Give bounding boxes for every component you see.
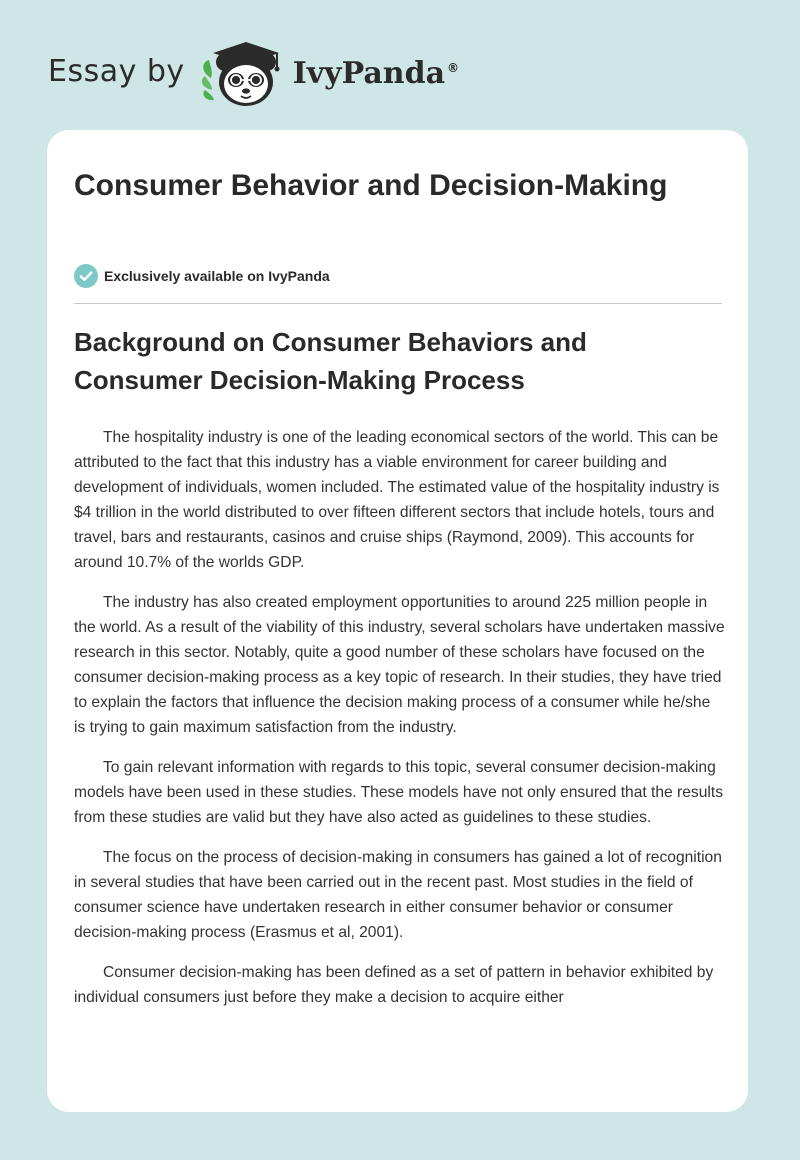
paragraph-1: The hospitality industry is one of the leading economical sectors of the world. This can be attributed to the fact that this industry has a viable environment for career building and development of individuals, women included. The estimated value of the hospitality industry is $4 trillion in the world distributed to over fifteen different sectors that include hotels, tours and travel, bars and restaurants, casinos and cruise ships (Raymond, 2009). This accounts for around 10.7% of the worlds GDP. (74, 429, 720, 571)
registered-mark: ® (447, 60, 460, 75)
brand-name-text: IvyPanda (292, 55, 446, 91)
availability-badge (74, 264, 330, 288)
paragraph-5: Consumer decision-making has been defined as a set of pattern in behavior exhibited by individual consumers just before they make a decision to acquire either (74, 964, 714, 1006)
page-title: Consumer Behavior and Decision-Making (74, 169, 668, 202)
check-circle-icon (74, 264, 98, 288)
brand-prefix: Essay by (48, 53, 185, 89)
panda-graduate-logo-icon (199, 38, 289, 110)
essay-card (47, 130, 748, 1112)
essay-body (74, 425, 725, 1025)
section-title: Background on Consumer Behaviors and Consumer Decision-Making Process (74, 327, 587, 395)
availability-text: Exclusively available on IvyPanda (104, 268, 330, 284)
paragraph-4: The focus on the process of decision-making in consumers has gained a lot of recognition in several studies that have been carried out in the recent past. Most studies in the field of consumer science have undertaken research in either consumer behavior or consumer decision-making process (Erasmus et al, 2001). (74, 849, 722, 941)
title-divider (74, 303, 722, 304)
brand-name (293, 56, 459, 91)
site-brand[interactable] (48, 38, 459, 110)
paragraph-2: The industry has also created employment opportunities to around 225 million people in the world. As a result of the viability of this industry, several scholars have undertaken massive research in this sector. Notably, quite a good number of these scholars have focused on the consumer decision-making process as a key topic of research. In their studies, they have tried to explain the factors that influence the decision making process of a consumer while he/she is trying to gain maximum satisfaction from the industry. (74, 594, 725, 736)
paragraph-3: To gain relevant information with regards to this topic, several consumer decision-making models have been used in these studies. These models have not only ensured that the results from these studies are valid but they have also acted as guidelines to these studies. (74, 759, 723, 826)
